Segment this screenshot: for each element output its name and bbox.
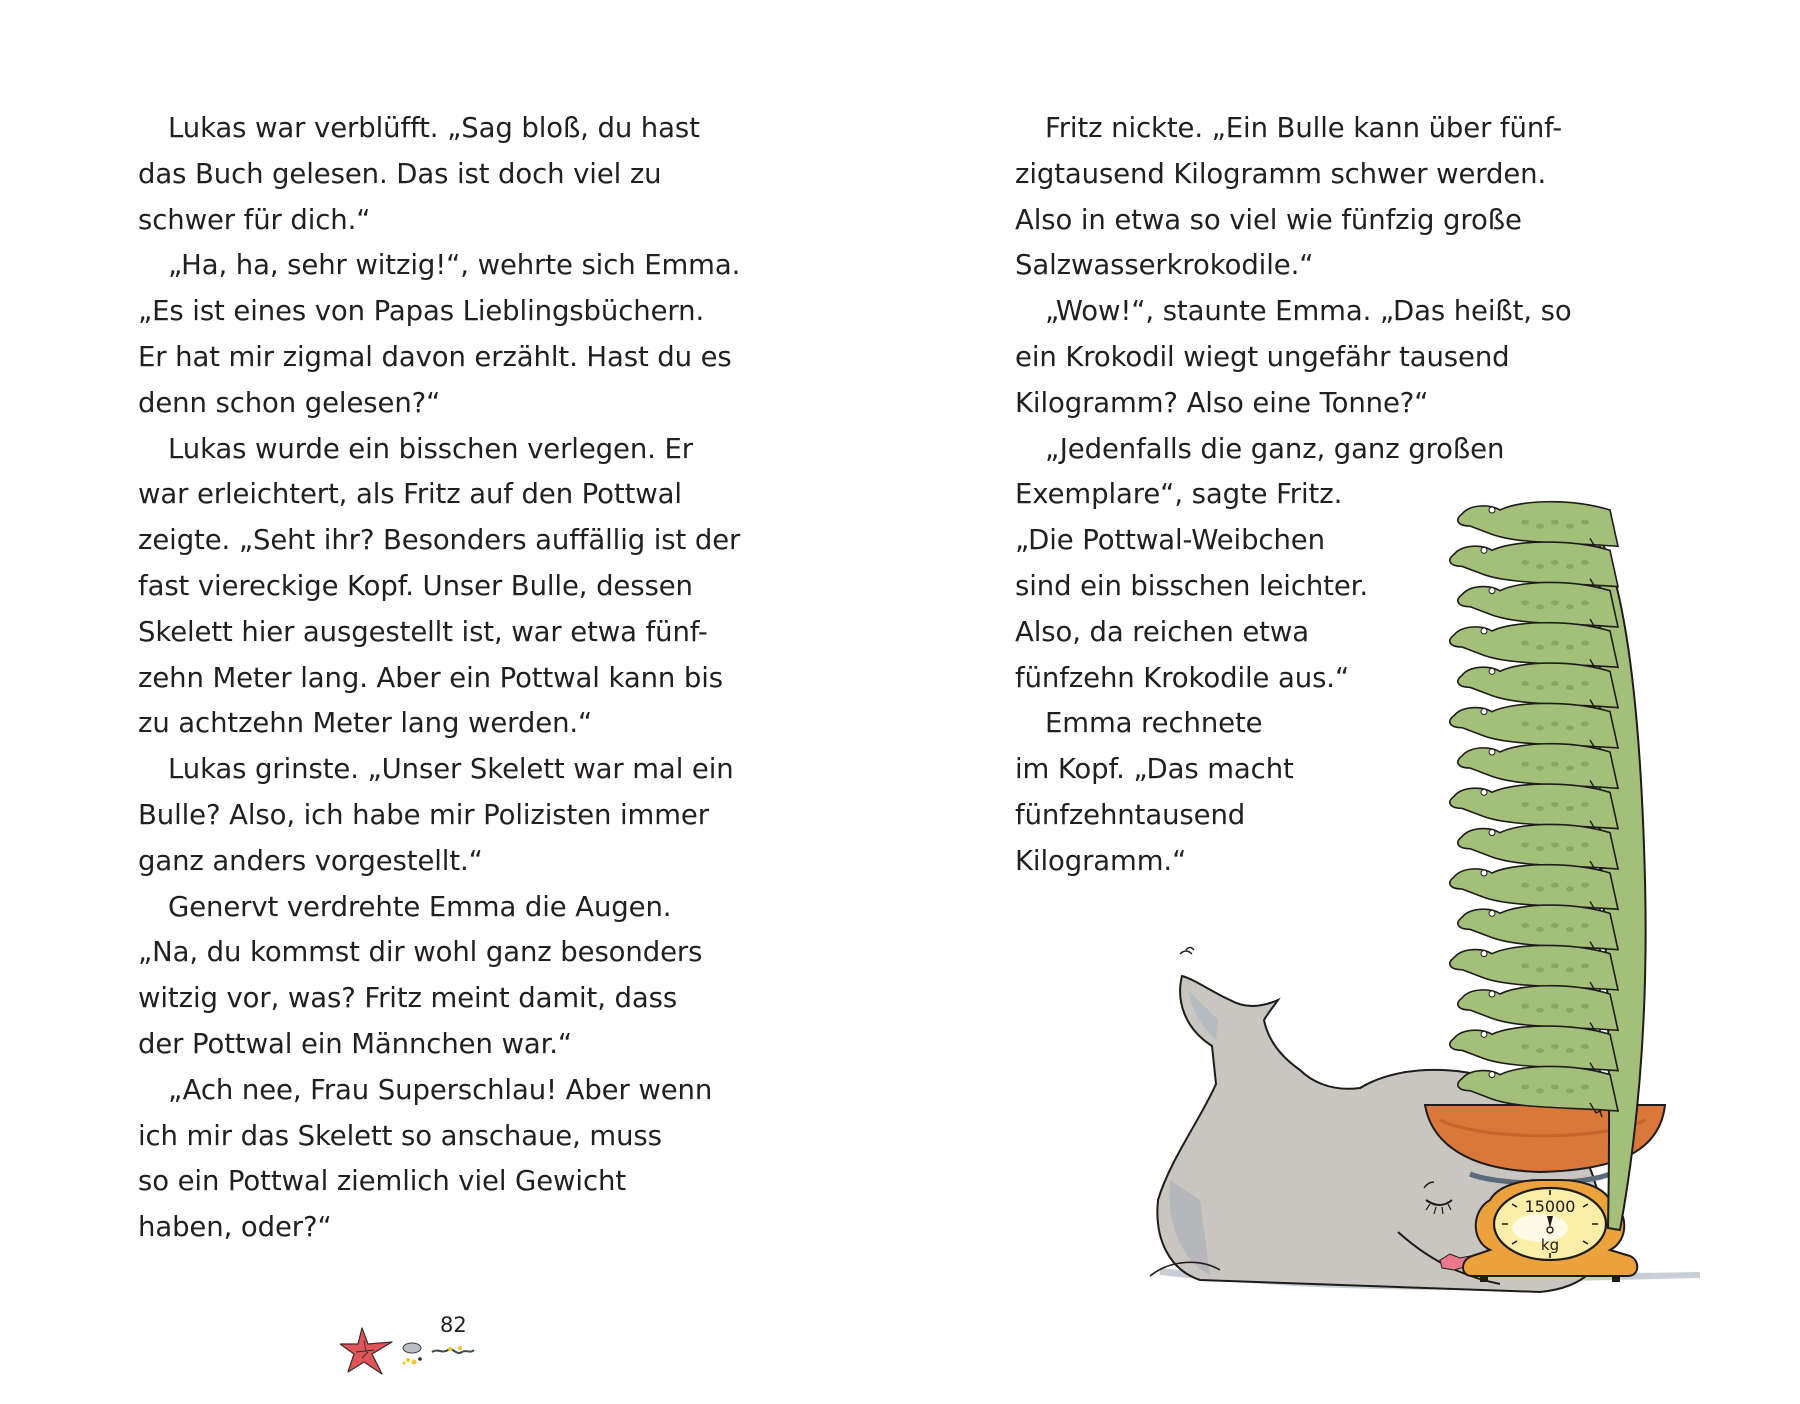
text-line: denn schon gelesen?“	[138, 386, 441, 419]
text-line: „Ha, ha, sehr witzig!“, wehrte sich Emma.	[168, 249, 741, 282]
text-line: der Pottwal ein Männchen war.“	[138, 1027, 573, 1060]
text-line: das Buch gelesen. Das ist doch viel zu	[138, 157, 662, 190]
text-line: „Jedenfalls die ganz, ganz großen	[1045, 432, 1505, 465]
pebble-icon	[400, 1340, 510, 1370]
left-page-text	[138, 106, 740, 1251]
scale-reading: 15000	[1524, 1197, 1576, 1216]
text-line: sind ein bisschen leichter.	[1015, 569, 1368, 602]
text-line: Lukas grinste. „Unser Skelett war mal ein	[168, 753, 734, 786]
page-number: 82	[440, 1313, 467, 1337]
text-line: Emma rechnete	[1045, 707, 1263, 740]
text-line: ein Krokodil wiegt ungefähr tausend	[1015, 340, 1510, 373]
text-line: Fritz nickte. „Ein Bulle kann über fünf-	[1045, 112, 1563, 144]
text-line: „Na, du kommst dir wohl ganz besonders	[138, 936, 703, 969]
text-line: im Kopf. „Das macht	[1015, 753, 1294, 786]
text-line: Also in etwa so viel wie fünfzig große	[1015, 203, 1522, 236]
text-line: war erleichtert, als Fritz auf den Pottwal	[138, 478, 682, 511]
text-line: haben, oder?“	[138, 1211, 332, 1244]
text-line: fast viereckige Kopf. Unser Bulle, dessen	[138, 569, 693, 602]
text-line: „Wow!“, staunte Emma. „Das heißt, so	[1045, 295, 1572, 328]
text-line: Skelett hier ausgestellt ist, war etwa fünf-	[138, 615, 708, 648]
page-footer	[340, 1312, 540, 1382]
text-line: fünfzehn Krokodile aus.“	[1015, 661, 1350, 694]
text-line: „Die Pottwal-Weibchen	[1015, 524, 1325, 557]
text-line: Lukas wurde ein bisschen verlegen. Er	[168, 432, 693, 465]
text-line: witzig vor, was? Fritz meint damit, dass	[138, 982, 678, 1015]
text-line: Kilogramm? Also eine Tonne?“	[1015, 386, 1429, 419]
text-line: fünfzehntausend	[1015, 798, 1246, 831]
text-line: „Ach nee, Frau Superschlau! Aber wenn	[168, 1073, 713, 1106]
whale-crocodile-scale-illustration	[1140, 480, 1740, 1310]
text-line: ganz anders vorgestellt.“	[138, 844, 483, 877]
text-line: Salzwasserkrokodile.“	[1015, 249, 1314, 282]
text-line: so ein Pottwal ziemlich viel Gewicht	[138, 1165, 627, 1198]
text-line: ich mir das Skelett so anschaue, muss	[138, 1119, 662, 1152]
scale-unit: kg	[1540, 1236, 1560, 1254]
text-line: zehn Meter lang. Aber ein Pottwal kann bis	[138, 661, 724, 694]
text-line: zeigte. „Seht ihr? Besonders auffällig ist der	[138, 524, 741, 557]
text-line: zu achtzehn Meter lang werden.“	[138, 707, 593, 740]
text-line: Er hat mir zigmal davon erzählt. Hast du es	[138, 340, 732, 373]
text-line: Kilogramm.“	[1015, 844, 1187, 877]
text-line: Also, da reichen etwa	[1015, 615, 1309, 648]
text-line: „Es ist eines von Papas Lieblingsbüchern.	[138, 295, 705, 328]
text-line: Lukas war verblüfft. „Sag bloß, du hast	[168, 112, 700, 144]
text-line: Exemplare“, sagte Fritz.	[1015, 478, 1343, 511]
text-line: Genervt verdrehte Emma die Augen.	[168, 890, 672, 923]
text-line: schwer für dich.“	[138, 203, 371, 236]
text-line: zigtausend Kilogramm schwer werden.	[1015, 157, 1547, 190]
text-line: Bulle? Also, ich habe mir Polizisten immer	[138, 798, 709, 831]
